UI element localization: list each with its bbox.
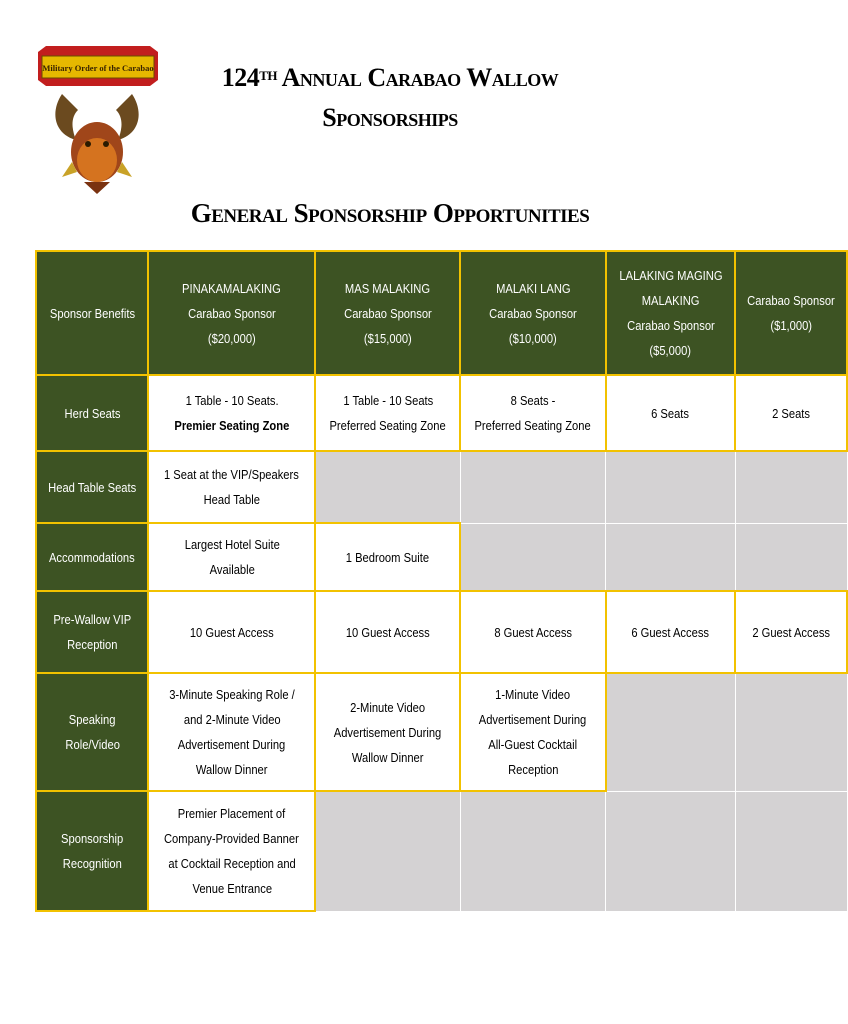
cell-text-line: Carabao Sponsor — [187, 305, 276, 321]
cell-text-line: Reception — [507, 762, 559, 777]
cell-text-line: Advertisement During — [334, 724, 442, 740]
cell-text-line: Preferred Seating Zone — [329, 418, 446, 433]
header-tier — [315, 251, 460, 375]
cell-text-line: Venue Entrance — [192, 881, 272, 896]
cell-text-line: Speaking — [68, 712, 116, 727]
cell-text-line: Available — [209, 562, 255, 577]
benefit-cell — [148, 451, 315, 523]
row-label — [36, 591, 148, 673]
row-label — [36, 375, 148, 451]
cell-text-line: 1 Bedroom Suite — [346, 549, 430, 565]
cell-text-line: 8 Seats - — [510, 393, 556, 408]
cell-text-line: 2 Guest Access — [752, 624, 831, 640]
empty-cell — [735, 451, 847, 523]
table-row — [36, 591, 847, 673]
cell-text-line: Premier Placement of — [178, 806, 286, 821]
header-tier — [148, 251, 315, 375]
empty-cell — [460, 523, 605, 591]
cell-text-line: 1 Table - 10 Seats. — [185, 393, 279, 408]
benefit-cell — [606, 375, 736, 451]
cell-text-line: 1 Table - 10 Seats — [342, 393, 433, 408]
cell-text-line: Carabao Sponsor — [626, 318, 715, 333]
cell-text-line: Wallow Dinner — [195, 762, 268, 777]
cell-text-line: 2-Minute Video — [350, 699, 426, 715]
table-header-row — [36, 251, 847, 375]
cell-text-line: 10 Guest Access — [189, 624, 274, 640]
empty-cell — [606, 451, 736, 523]
cell-text-line: Role/Video — [64, 737, 120, 752]
carabao-logo — [32, 42, 162, 197]
title-number: 124 — [221, 63, 260, 92]
cell-text-line: Premier Seating Zone — [174, 418, 290, 433]
cell-text-line: Reception — [67, 637, 118, 652]
benefit-cell — [735, 591, 847, 673]
sponsorship-table — [35, 250, 848, 912]
cell-text-line: Wallow Dinner — [351, 749, 424, 765]
cell-text-line: Preferred Seating Zone — [474, 418, 592, 433]
cell-text-line: 3-Minute Speaking Role / — [169, 687, 295, 702]
benefit-cell — [148, 673, 315, 791]
benefit-cell — [606, 591, 736, 673]
cell-text-line: MAS MALAKING — [345, 280, 431, 296]
benefit-cell — [315, 673, 460, 791]
row-label — [36, 451, 148, 523]
cell-text-line: 2 Seats — [772, 405, 811, 421]
cell-text-line: Carabao Sponsor — [489, 305, 577, 321]
cell-text-line: All-Guest Cocktail — [488, 737, 578, 752]
table-row — [36, 451, 847, 523]
title-line2: Sponsorships — [322, 103, 458, 132]
cell-text-line: 6 Seats — [651, 405, 690, 421]
row-label — [36, 791, 148, 911]
cell-text-line: ($15,000) — [363, 330, 412, 346]
benefit-cell — [148, 523, 315, 591]
benefit-cell — [460, 591, 605, 673]
cell-text-line: Head Table — [203, 492, 260, 507]
empty-cell — [735, 791, 847, 911]
empty-cell — [606, 523, 736, 591]
cell-text-line: Sponsorship — [61, 831, 124, 846]
empty-cell — [460, 451, 605, 523]
cell-text-line: Head Table Seats — [48, 479, 137, 495]
title-superscript: TH — [259, 68, 278, 83]
empty-cell — [606, 791, 736, 911]
cell-text-line: Recognition — [62, 856, 122, 871]
cell-text-line: Herd Seats — [64, 405, 121, 421]
header-tier — [606, 251, 736, 375]
header-tier — [460, 251, 605, 375]
empty-cell — [315, 791, 460, 911]
header-tier — [735, 251, 847, 375]
empty-cell — [735, 673, 847, 791]
empty-cell — [460, 791, 605, 911]
row-label — [36, 523, 148, 591]
cell-text-line: at Cocktail Reception and — [168, 856, 296, 871]
cell-text-line: MALAKI LANG — [495, 280, 571, 296]
cell-text-line: Pre-Wallow VIP — [53, 612, 132, 627]
benefit-cell — [460, 673, 605, 791]
cell-text-line: 1-Minute Video — [495, 687, 571, 702]
cell-text-line: ($10,000) — [508, 330, 557, 346]
cell-text-line: PINAKAMALAKING — [182, 280, 282, 296]
cell-text-line: Carabao Sponsor — [747, 293, 836, 308]
table-row — [36, 523, 847, 591]
cell-text-line: and 2-Minute Video — [183, 712, 281, 727]
cell-text-line: Advertisement During — [479, 712, 587, 727]
cell-text-line: 10 Guest Access — [345, 624, 430, 640]
table-row — [36, 673, 847, 791]
logo-banner-text: Military Order of the Carabao — [42, 63, 154, 73]
cell-text-line: 1 Seat at the VIP/Speakers — [164, 467, 300, 482]
cell-text-line: Largest Hotel Suite — [184, 537, 280, 552]
table-row — [36, 791, 847, 911]
section-heading: General Sponsorship Opportunities — [190, 198, 590, 228]
page-title — [170, 62, 610, 134]
cell-text-line: ($1,000) — [770, 318, 813, 333]
cell-text-line: ($5,000) — [649, 343, 692, 358]
cell-text-line: Carabao Sponsor — [343, 305, 432, 321]
cell-text-line: 8 Guest Access — [494, 624, 572, 640]
cell-text-line: Company-Provided Banner — [164, 831, 300, 846]
cell-text-line: MALAKING — [641, 293, 700, 308]
header-sponsor-benefits — [36, 251, 148, 375]
empty-cell — [315, 451, 460, 523]
cell-text-line: ($20,000) — [207, 330, 256, 346]
benefit-cell — [735, 375, 847, 451]
cell-text-line: 6 Guest Access — [631, 624, 710, 640]
benefit-cell — [315, 523, 460, 591]
empty-cell — [606, 673, 736, 791]
cell-text-line: Advertisement During — [178, 737, 286, 752]
empty-cell — [735, 523, 847, 591]
benefit-cell — [148, 591, 315, 673]
cell-text-line: LALAKING MAGING — [618, 268, 723, 283]
title-rest: Annual Carabao Wallow — [277, 63, 559, 92]
benefit-cell — [148, 375, 315, 451]
row-label — [36, 673, 148, 791]
benefit-cell — [315, 375, 460, 451]
benefit-cell — [315, 591, 460, 673]
benefit-cell — [460, 375, 605, 451]
table-row — [36, 375, 847, 451]
benefit-cell — [148, 791, 315, 911]
cell-text-line: Accommodations — [49, 549, 136, 565]
cell-text-line: Sponsor Benefits — [49, 305, 135, 321]
